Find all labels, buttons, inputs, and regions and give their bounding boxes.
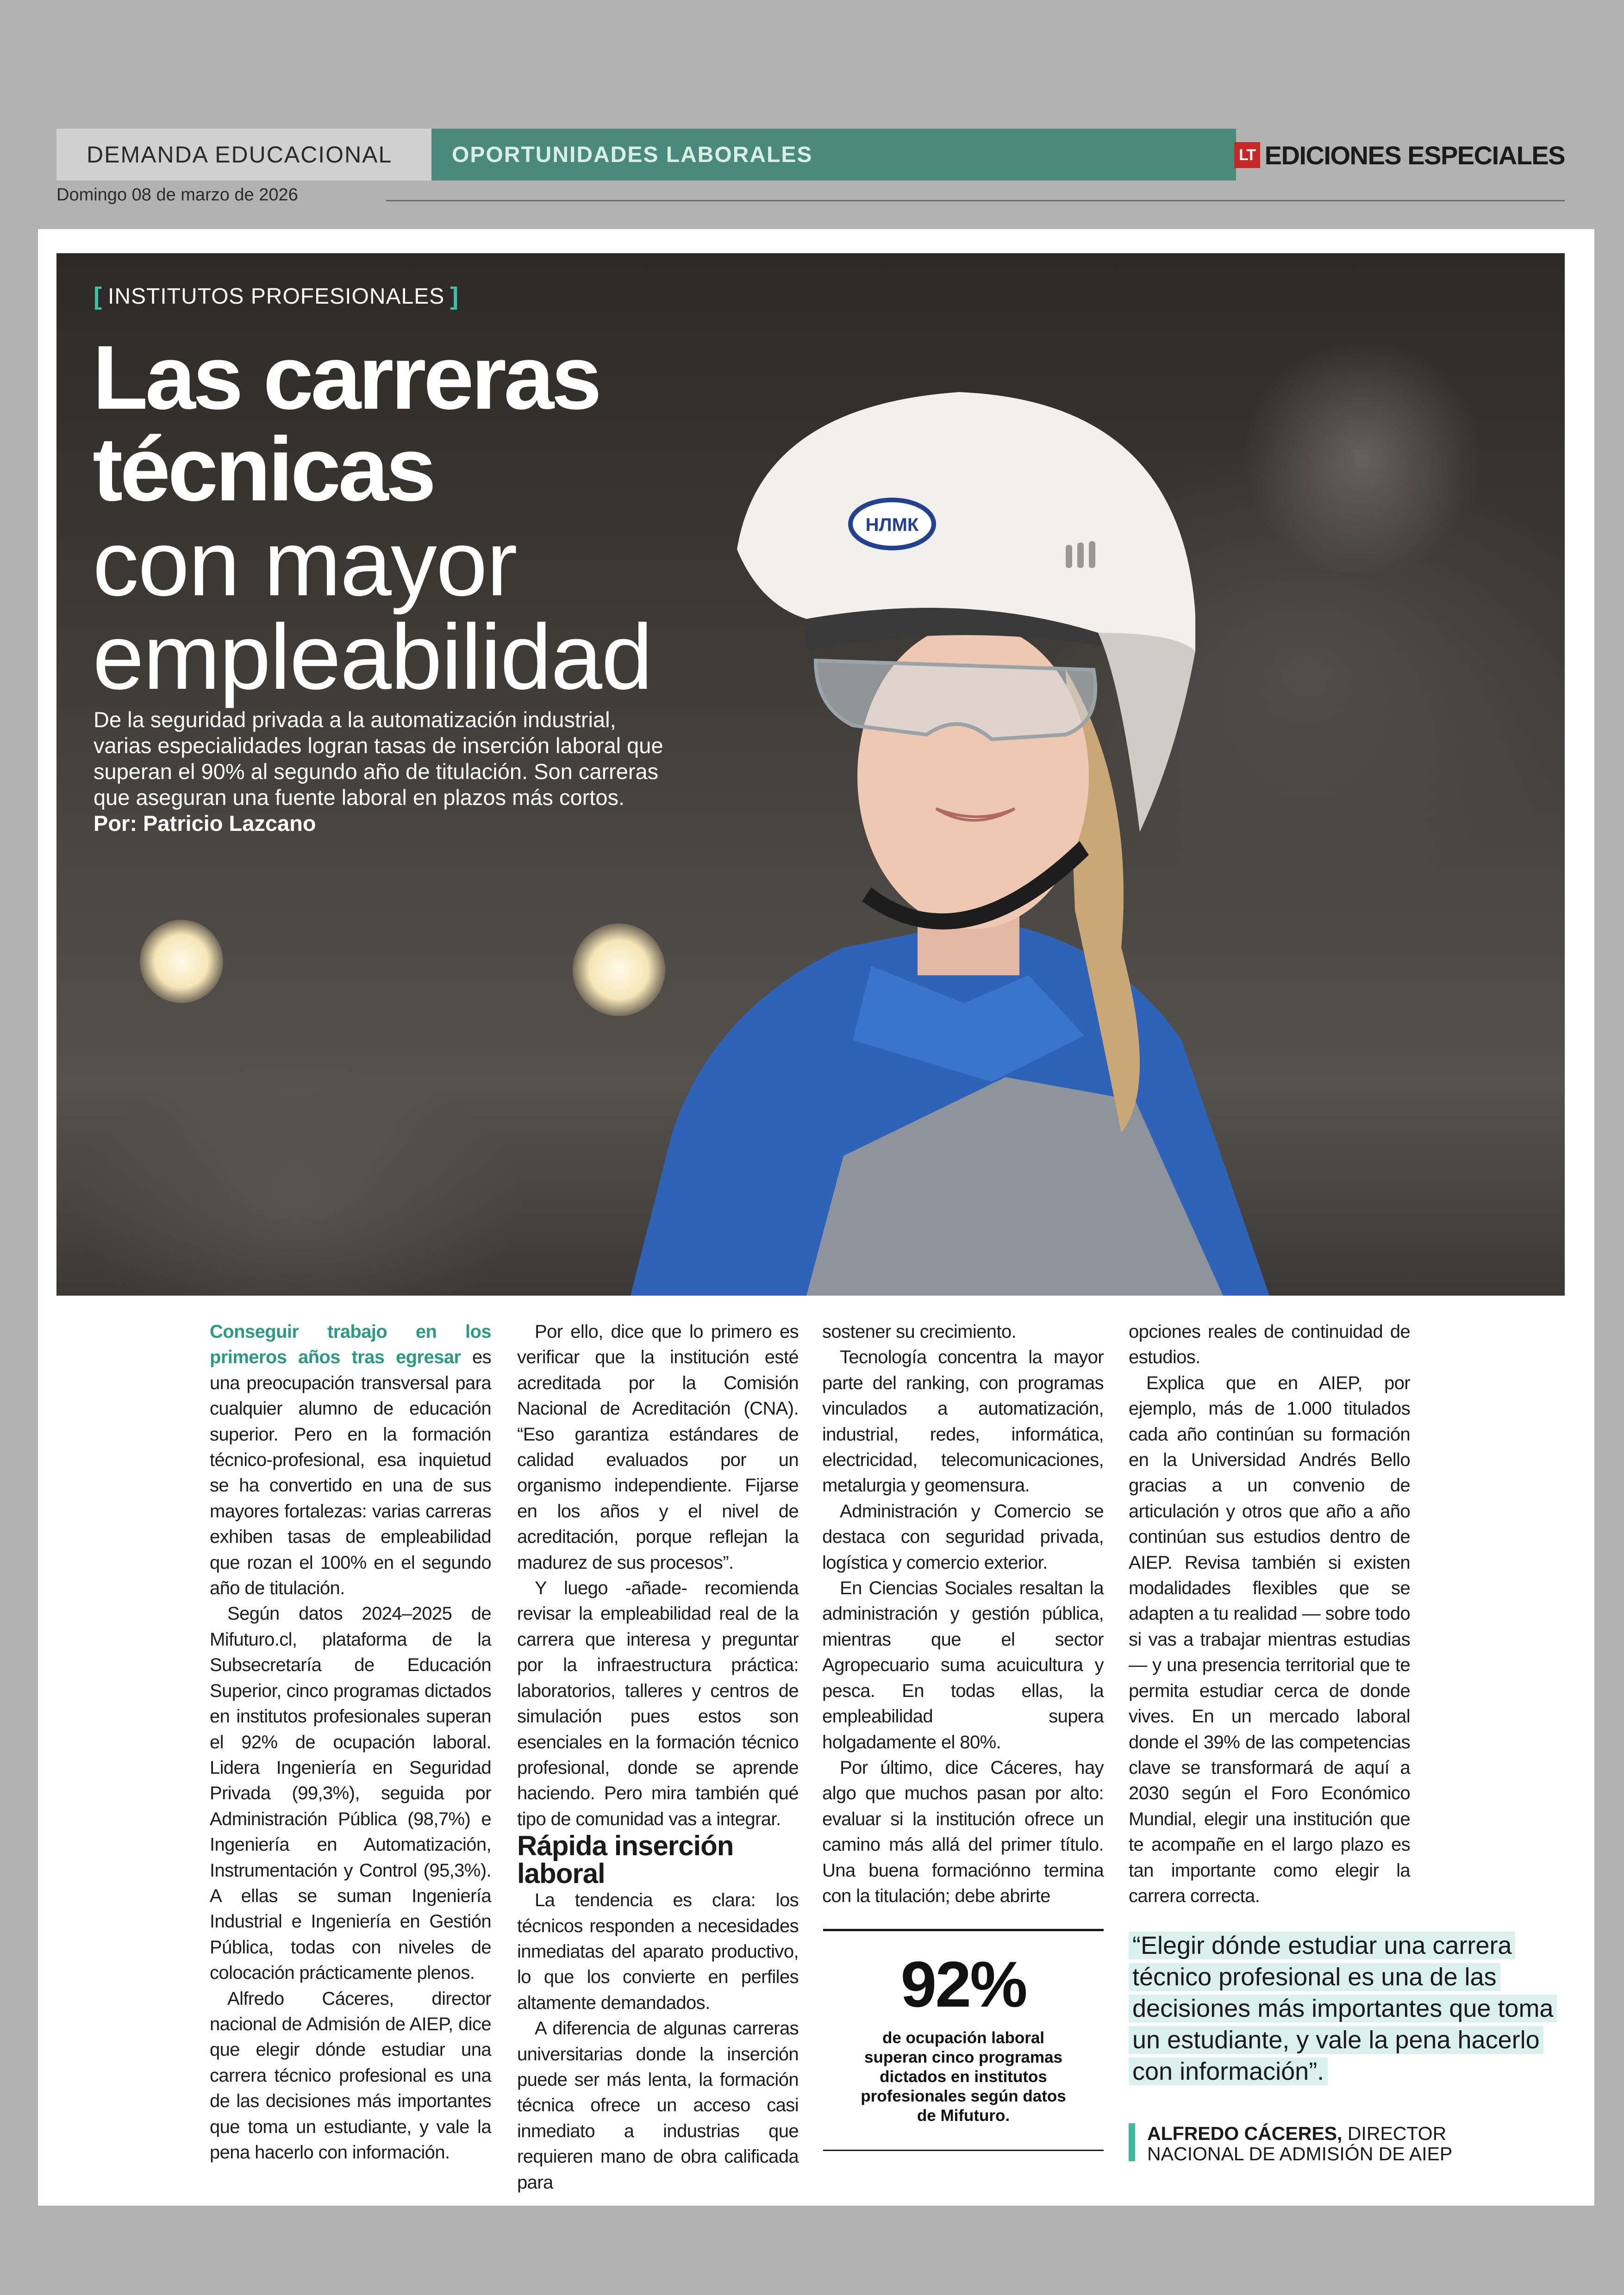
brand-logo: LT	[1234, 142, 1260, 168]
paragraph: A diferencia de algunas carreras universitarias donde la inserción puede ser más lenta, la formación técnica ofrece un acceso casi inmediato a industrias que requieren mano de obra calificada para	[517, 2018, 799, 2193]
pull-quote-attribution	[1129, 2123, 1453, 2164]
section-label-oportunidades: OPORTUNIDADES LABORALES	[431, 129, 1236, 181]
attribution-author: ALFREDO CÁCERES,	[1147, 2123, 1343, 2144]
paragraph-text: es una preocupación transversal para cualquier alumno de educación superior. Pero en la formación técnico-profesional, esa inquietud se ha convertido en una de sus mayores fortalezas: varias carreras exhiben tasas de empleabilidad que rozan el 100% en el segundo año de titulación.	[210, 1347, 492, 1599]
paragraph: Y luego -añade- recomienda revisar la empleabilidad real de la carrera que interesa y preguntar por la infraestructura práctica: laboratorios, talleres y centros de simulación pues estos son esenciales en la formación técnico profesional, donde se aprende haciendo. Pero mira también qué tipo de comunidad vas a integrar.	[517, 1578, 799, 1829]
stat-number: 92%	[900, 1948, 1026, 2021]
kicker-bracket-close: ]	[450, 282, 459, 310]
paragraph: Por ello, dice que lo primero es verificar que la institución esté acreditada por la Comisión Nacional de Acreditación (CNA). “Eso garantiza estándares de calidad evaluados por un organismo independiente. Fijarse en los años y el nivel de acreditación, porque reflejan la madurez de sus procesos”.	[517, 1322, 799, 1573]
attribution-role-1: DIRECTOR	[1342, 2123, 1447, 2144]
paragraph: sostener su crecimiento.	[822, 1322, 1017, 1342]
paragraph: Explica que en AIEP, por ejemplo, más de 1.000 titulados cada año continúan su formación en la Universidad Andrés Bello gracias a un convenio de articulación y otros que año a año continúan sus estudios dentro de AIEP. Revisa también si existen modalidades flexibles que se adapten a tu realidad — sobre todo si vas a trabajar mientras estudias — y una presencia territorial que te permita estudiar cerca de donde vives. En un mercado laboral donde el 39% de las competencias clave se transformará de aquí a 2030 según el Foro Económico Mundial, elegir una institución que te acompañe en el largo plazo es tan importante como elegir la carrera correcta.	[1129, 1372, 1410, 1906]
section-label-demanda: DEMANDA EDUCACIONAL	[56, 129, 431, 181]
paragraph: Por último, dice Cáceres, hay algo que muchos pasan por alto: evaluar si la institución ofrece un camino más allá del primer título. Una buena formaciónno termina con la titulación; debe abrirte	[822, 1757, 1104, 1906]
article-column-4	[1129, 1319, 1410, 1909]
paragraph: En Ciencias Sociales resaltan la administración y gestión pública, mientras que el sector Agropecuario suma acuicultura y pesca. En todas ellas, la empleabilidad supera holgadamente el 80%.	[822, 1578, 1104, 1752]
headline-line-2: técnicas	[93, 418, 434, 520]
pull-quote	[1129, 1930, 1555, 2087]
attribution-line-1	[1147, 2123, 1452, 2144]
paragraph: Alfredo Cáceres, director nacional de Admisión de AIEP, dice que elegir dónde estudiar una carrera técnico profesional es una de las decisiones más importantes que toma un estudiante, y vale la pena hacerlo con información.	[210, 1988, 491, 2163]
byline: Por: Patricio Lazcano	[94, 811, 316, 836]
paragraph	[210, 1319, 491, 1601]
masthead-rule	[386, 200, 1565, 201]
headline-bold	[93, 327, 741, 520]
attribution-role-2: NACIONAL DE ADMISIÓN DE AIEP	[1147, 2143, 1453, 2164]
helmet-vents	[1066, 541, 1095, 568]
paragraph: opciones reales de continuidad de estudios.	[1129, 1322, 1410, 1368]
brand-name: EDICIONES ESPECIALES	[1264, 140, 1565, 170]
article-column-2	[517, 1319, 799, 2195]
pull-quote-text: “Elegir dónde estudiar una carrera técnico profesional es una de las decisiones más importantes que toma un estudiante, y vale la pena hacerlo con información”.	[1129, 1932, 1557, 2085]
paragraph: Tecnología concentra la mayor parte del ranking, con programas vinculados a automatización, industrial, redes, informática, electricidad, telecomunicaciones, metalurgia y geomensura.	[822, 1347, 1104, 1496]
paragraph: La tendencia es clara: los técnicos responden a necesidades inmediatas del aparato productivo, lo que los convierte en perfiles altamente demandados.	[517, 1890, 799, 2013]
paragraph: Administración y Comercio se destaca con seguridad privada, logística y comercio exterior.	[822, 1501, 1104, 1573]
headline-line-4: empleabilidad	[93, 605, 652, 709]
headline-light	[93, 512, 787, 709]
paragraph: Según datos 2024–2025 de Mifuturo.cl, plataforma de la Subsecretaría de Educación Superior, cinco programas dictados en institutos profesionales superan el 92% de ocupación laboral. Lidera Ingeniería en Seguridad Privada (99,3%), seguida por Administración Pública (98,7%) e Ingeniería en Automatización, Instrumentación y Control (95,3%). A ellas se suman Ingeniería Industrial e Ingeniería en Gestión Pública, todas con niveles de colocación prácticamente plenos.	[210, 1603, 491, 1983]
helmet-logo-text: НЛМК	[865, 515, 919, 535]
publication-date: Domingo 08 de marzo de 2026	[56, 185, 298, 205]
section-kicker	[94, 282, 459, 311]
brand	[1234, 139, 1565, 171]
stat-box	[823, 1929, 1104, 2151]
article-deck	[94, 707, 672, 836]
headline-line-3: con mayor	[93, 512, 517, 615]
kicker-bracket-open: [	[94, 282, 102, 310]
article-column-1	[210, 1319, 491, 2165]
lead-in: Conseguir trabajo en los primeros años tras egresar	[210, 1322, 491, 1368]
headline-line-1: Las carreras	[93, 327, 600, 428]
stat-caption: de ocupación laboral superan cinco programas dictados en institutos profesionales según datos de Mifuturo.	[861, 2029, 1066, 2125]
page-sheet	[38, 229, 1594, 2206]
hero-photo	[56, 253, 1565, 1296]
subheading: Rápida inserción laboral	[517, 1830, 734, 1890]
masthead	[0, 0, 1624, 231]
article-column-3	[822, 1319, 1104, 1909]
deck-text: De la seguridad privada a la automatización industrial, varias especialidades logran tasas de inserción laboral que superan el 90% al segundo año de titulación. Son carreras que aseguran una fuente laboral en plazos más cortos.	[94, 707, 663, 810]
kicker-label: INSTITUTOS PROFESIONALES	[107, 284, 445, 309]
